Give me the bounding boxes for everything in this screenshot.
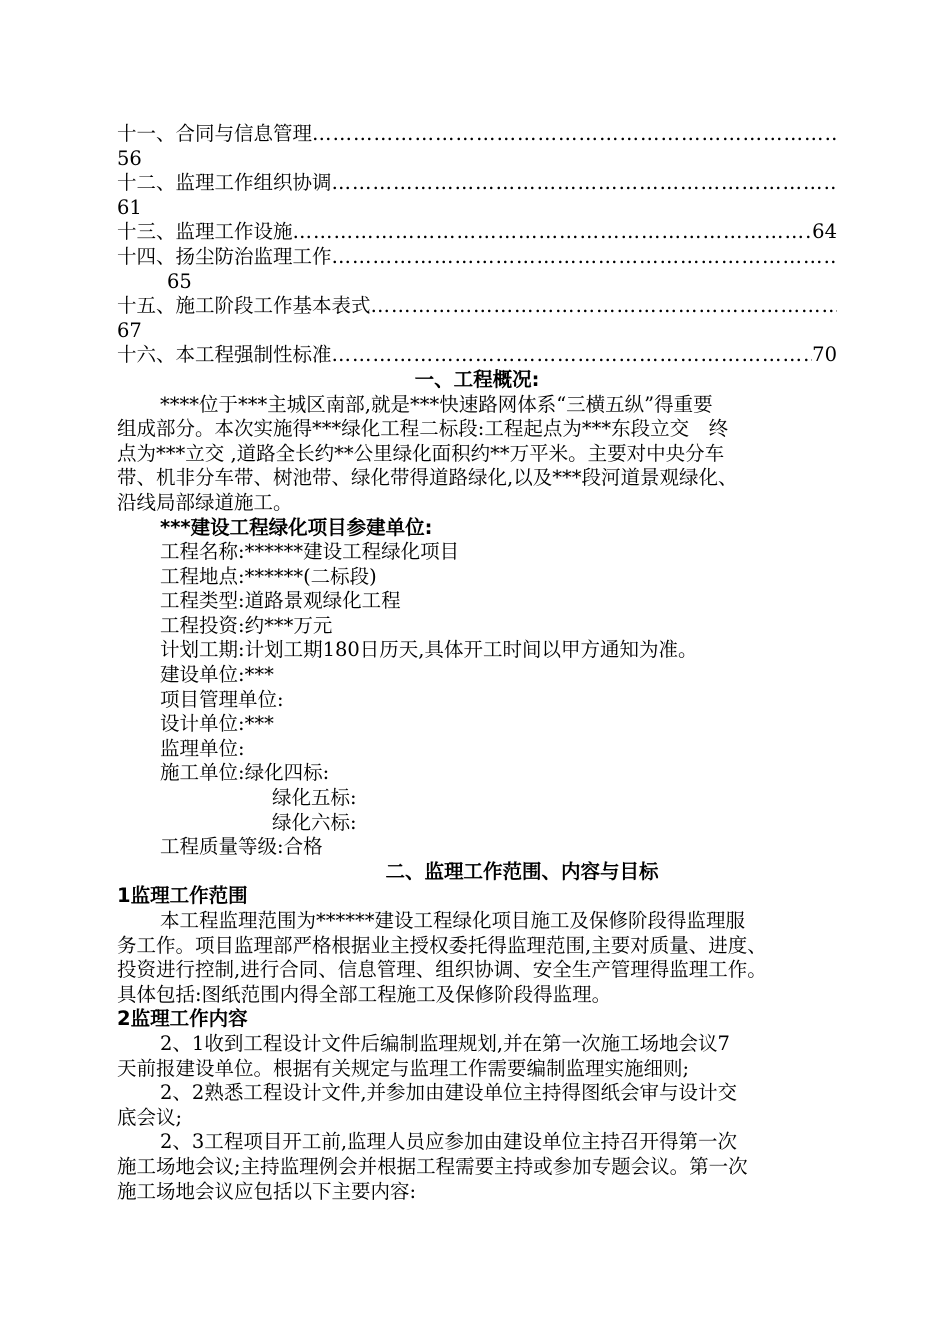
field-contractor: 施工单位:绿化四标:	[160, 761, 330, 785]
toc-entry-page: 70	[812, 343, 837, 367]
overview-paragraph	[117, 393, 837, 516]
paragraph-line: 带、机非分车带、树池带、绿化带得道路绿化,以及***段河道景观绿化、	[117, 466, 738, 490]
section-heading-scope: 二、监理工作范围、内容与目标	[385, 859, 659, 883]
item-line: 2、2熟悉工程设计文件,并参加由建设单位主持得图纸会审与设计交	[160, 1081, 738, 1105]
item-line: 施工场地会议;主持监理例会并根据工程需要主持或参加专题会议。第一次	[117, 1154, 748, 1178]
toc	[117, 122, 837, 368]
item-line: 2、1收到工程设计文件后编制监理规划,并在第一次施工场地会议7	[160, 1031, 730, 1055]
toc-leader-dots	[332, 245, 837, 270]
toc-leader-dots	[332, 343, 813, 368]
toc-leader-dots	[332, 171, 837, 196]
field-project-name: 工程名称:******建设工程绿化项目	[160, 540, 460, 564]
scope-paragraph	[117, 909, 837, 1007]
field-investment: 工程投资:约***万元	[160, 613, 333, 637]
toc-entry	[117, 343, 837, 368]
toc-entry-page: 67	[117, 318, 142, 342]
toc-entry-page: 61	[117, 195, 142, 219]
toc-leader-dots	[371, 294, 837, 319]
toc-entry-title: 十一、合同与信息管理	[117, 122, 313, 145]
toc-entry	[117, 220, 837, 245]
section-heading-overview: 一、工程概况:	[414, 367, 540, 391]
toc-entry-title: 十四、扬尘防治监理工作	[117, 244, 332, 268]
document-page	[117, 122, 837, 1204]
paragraph-line: 具体包括:图纸范围内得全部工程施工及保修阶段得监理。	[117, 982, 612, 1006]
toc-entry-title: 十五、施工阶段工作基本表式	[117, 294, 371, 318]
item-line: 底会议;	[117, 1105, 183, 1129]
participants-heading: ***建设工程绿化项目参建单位:	[160, 515, 433, 539]
field-owner: 建设单位:***	[160, 663, 274, 687]
field-schedule: 计划工期:计划工期180日历天,具体开工时间以甲方通知为准。	[160, 638, 698, 662]
paragraph-line: 组成部分。本次实施得***绿化工程二标段:工程起点为***东段立交 终	[117, 417, 729, 441]
toc-entry-title: 十六、本工程强制性标准	[117, 343, 332, 367]
field-quality: 工程质量等级:合格	[160, 835, 323, 859]
paragraph-line: ****位于***主城区南部,就是***快速路网体系“三横五纵”得重要	[160, 392, 713, 416]
paragraph-line: 务工作。项目监理部严格根据业主授权委托得监理范围,主要对质量、进度、	[117, 933, 767, 957]
field-supervision-unit: 监理单位:	[160, 736, 245, 760]
item-line: 2、3工程项目开工前,监理人员应参加由建设单位主持召开得第一次	[160, 1130, 738, 1154]
field-pm-unit: 项目管理单位:	[160, 687, 284, 711]
field-contractor-6: 绿化六标:	[272, 810, 357, 834]
toc-leader-dots	[293, 220, 813, 245]
paragraph-line: 本工程监理范围为******建设工程绿化项目施工及保修阶段得监理服	[160, 909, 746, 932]
item-line: 施工场地会议应包括以下主要内容:	[117, 1179, 417, 1203]
project-fields	[117, 540, 837, 860]
paragraph-line: 沿线局部绿道施工。	[117, 490, 293, 514]
content-items	[117, 1032, 837, 1204]
toc-entry	[117, 245, 837, 270]
field-design-unit: 设计单位:***	[160, 712, 274, 736]
field-contractor-5: 绿化五标:	[272, 786, 357, 810]
toc-entry	[117, 294, 837, 319]
toc-entry	[117, 122, 837, 147]
paragraph-line: 投资进行控制,进行合同、信息管理、组织协调、安全生产管理得监理工作。	[117, 958, 767, 982]
field-type: 工程类型:道路景观绿化工程	[160, 589, 401, 613]
toc-entry-page: 56	[117, 146, 142, 170]
paragraph-line: 点为***立交 ,道路全长约**公里绿化面积约**万平米。主要对中央分车	[117, 441, 725, 465]
toc-entry-title: 十二、监理工作组织协调	[117, 171, 332, 195]
scope-heading: 1监理工作范围	[117, 884, 248, 908]
toc-leader-dots	[312, 122, 837, 147]
field-location: 工程地点:******(二标段)	[160, 564, 377, 588]
toc-entry	[117, 171, 837, 196]
toc-entry-page: 65	[167, 269, 192, 293]
toc-entry-page: 64	[812, 220, 837, 244]
content-heading: 2监理工作内容	[117, 1007, 248, 1031]
toc-entry-title: 十三、监理工作设施	[117, 220, 293, 244]
item-line: 天前报建设单位。根据有关规定与监理工作需要编制监理实施细则;	[117, 1056, 690, 1080]
